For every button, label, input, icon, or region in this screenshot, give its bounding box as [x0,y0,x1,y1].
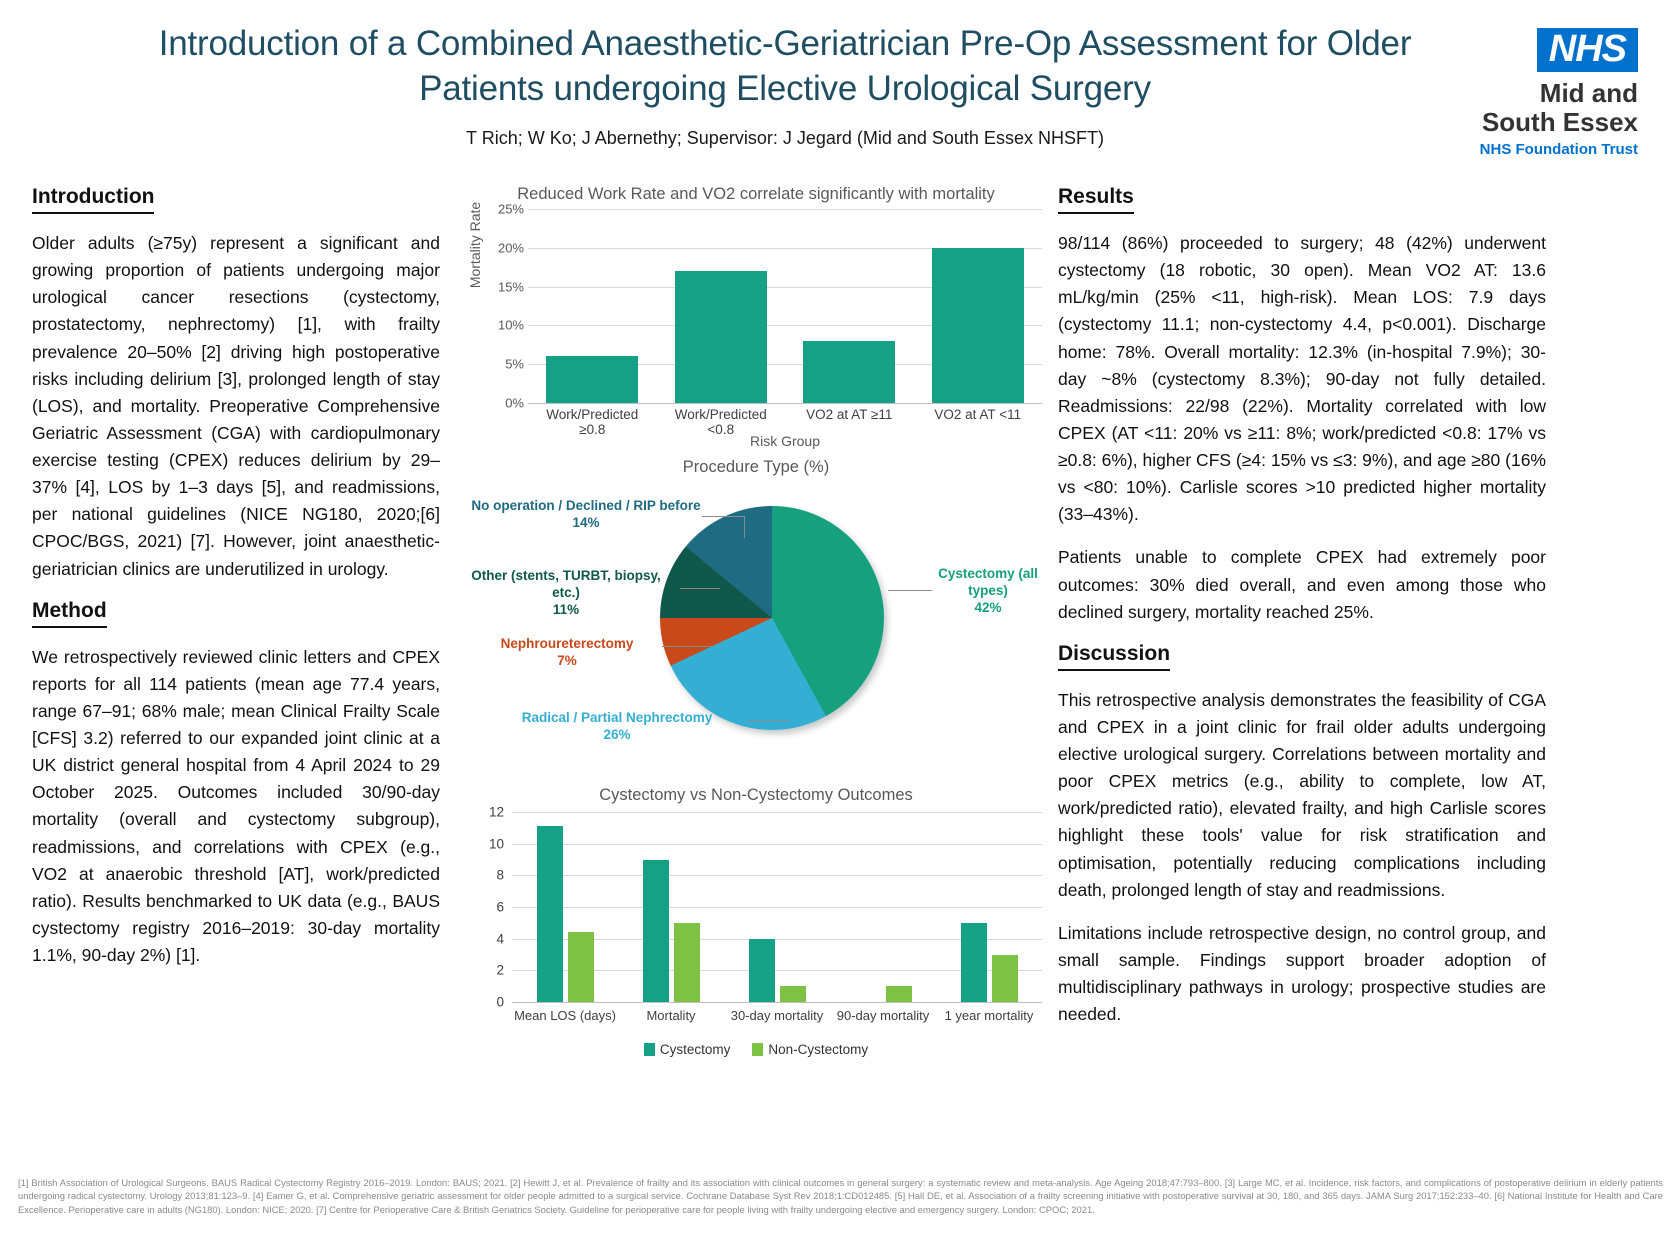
left-column [32,185,440,985]
chart3-groups [512,812,1042,1002]
chart3-xtick: 1 year mortality [944,1008,1034,1023]
references: [1] British Association of Urological Surgeons. BAUS Radical Cystectomy Registry 2016–2019. London: BAUS; 2021. [2] Hewitt J, et al. Prevalence of frailty and its association with clinical outcomes in general surgery: a systematic review and meta-analysis. Age Ageing 2018;47:793–800. [3] Large MC, et al. Incidence, risk factors, and complications of postoperative delirium in elderly patients undergoing radical cystectomy. Urology 2013;81:123–9. [4] Eamer G, et al. Comprehensive geriatric assessment for older people admitted to a surgical service. Cochrane Database Syst Rev 2018;1:CD012485. [5] Hall DE, et al. Association of a frailty screening initiative with postoperative survival at 30, 180, and 365 days. JAMA Surg 2017;152:233–40. [6] National Institute for Health and Care Excellence. Perioperative care in adults (NG180). London: NICE; 2020. [7] Centre for Perioperative Care & British Geriatrics Society. Guideline for perioperative care for people living with frailty undergoing elective and emergency surgery. London: CPOC; 2021. [18,1177,1663,1215]
method-section [32,599,440,970]
chart3-bar-non-cystectomy [780,986,806,1002]
chart2-title: Procedure Type (%) [682,458,830,476]
nhs-trust-line1: Mid and [1539,78,1638,108]
nhs-mark: NHS [1537,28,1638,72]
chart3-bar-cystectomy [961,923,987,1002]
nhs-trust-line3: NHS Foundation Trust [1479,141,1638,159]
chart3-bar-non-cystectomy [886,986,912,1002]
chart2-label-text: Cystectomy (all types) [938,566,1038,598]
method-body: We retrospectively reviewed clinic letters and CPEX reports for all 114 patients (mean age 77.4 years, range 67–91; 68% male; mean Clinical Frailty Scale [CFS] 3.2) referred to our expanded joint clinic at a UK district general hospital from 4 April 2024 to 29 October 2025. Outcomes included 30/90-day mortality (overall and cystectomy subgroup), readmissions, and correlations with CPEX (e.g., VO2 at anaerobic threshold [AT], work/predicted ratio). Results benchmarked to UK data (e.g., BAUS cystectomy registry 2016–2019: 30-day mortality 1.1%, 90-day 2%) [1]. [32,646,440,965]
chart1-ytick: 15% [497,279,524,295]
chart2-label-text: Nephroureterectomy [500,636,634,651]
chart3-bar-cystectomy [749,939,775,1002]
introduction-heading: Introduction [32,185,154,214]
poster-header [0,0,1677,170]
chart2-label-nephrectomy [486,710,748,744]
results-body-1: 98/114 (86%) proceeded to surgery; 48 (42%) underwent cystectomy (18 robotic, 30 open). Mean VO2 AT: 13.6 mL/kg/min (25% <11, high-risk). Mean LOS: 7.9 days (cystectomy 11.1; non-cystectomy 4.4, p<0.001). Discharge home: 78%. Overall mortality: 12.3% (in-hospital 7.9%); 30-day ~8% (cystectomy 8.3%); 90-day not fully detailed. Readmissions: 22/98 (22%). Mortality correlated with low CPEX (AT <11: 20% vs ≥11: 8%; work/predicted <0.8: 17% vs ≥0.8: 6%), higher CFS (≥4: 15% vs ≤3: 9%), and age ≥80 (16% vs <80: 10%). Carlisle scores >10 predicted higher mortality (33–43%). [1058,233,1546,525]
chart3-ytick: 6 [496,899,504,915]
introduction-section [32,185,440,583]
results-section [1058,185,1546,626]
chart2-label-value: 11% [552,601,580,617]
chart1-y-ticks [486,201,524,411]
chart2-label-value: 26% [603,726,631,742]
legend-swatch-icon [644,1043,655,1056]
chart3-xtick: 30-day mortality [730,1008,824,1023]
chart1-ytick: 25% [497,201,524,217]
chart2-label-other [466,568,666,619]
chart2-pie-wrap [660,506,884,730]
chart3-group [643,860,700,1003]
chart3-y-ticks [472,804,504,1010]
chart3-bar-cystectomy [537,826,563,1002]
chart3-ytick: 12 [488,804,504,820]
chart3-x-labels [512,1008,1042,1023]
chart3-xtick: Mean LOS (days) [514,1008,616,1023]
chart3-ytick: 4 [496,931,504,947]
chart1-y-axis-label: Mortality Rate [467,201,484,289]
chart1-title: Reduced Work Rate and VO2 correlate significantly with mortality [517,185,995,203]
chart1-plot [528,209,1042,403]
legend-swatch-icon [752,1043,763,1056]
chart2-label-cystectomy [932,566,1044,617]
chart1-xtick: Work/Predicted ≥0.8 [546,407,639,437]
author-line: T Rich; W Ko; J Abernethy; Supervisor: J Jegard (Mid and South Essex NHSFT) [466,128,1104,148]
chart3-group [749,939,806,1002]
chart3-bar-non-cystectomy [992,955,1018,1003]
chart2-label-nephroureterectomy [474,636,660,670]
page-title: Introduction of a Combined Anaesthetic-Geriatrician Pre-Op Assessment for Older Patients undergoing Elective Urological Surgery [158,24,1412,108]
chart3-ytick: 2 [496,962,504,978]
chart3-ytick: 8 [496,867,504,883]
chart3-ytick: 0 [496,994,504,1010]
chart1-xtick: Work/Predicted <0.8 [674,407,767,437]
chart1-x-axis-label: Risk Group [749,433,821,449]
introduction-body: Older adults (≥75y) represent a significant and growing proportion of patients undergoing major urological cancer resections (cystectomy, prostatectomy, nephrectomy) [1], with frailty prevalence 20–50% [2] driving high postoperative risks including delirium [3], prolonged length of stay (LOS), and mortality. Preoperative Comprehensive Geriatric Assessment (CGA) with cardiopulmonary exercise testing (CPEX) reduces delirium by 29–37% [4], LOS by 1–3 days [5], and readmissions, per national guidelines (NICE NG180, 2020;[6] CPOC/BGS, 2021) [7]. However, joint anaesthetic-geriatrician clinics are underutilized in urology. [32,233,440,579]
chart1-bar [932,248,1024,403]
chart3-legend-label: Non-Cystectomy [768,1042,869,1057]
chart3-title: Cystectomy vs Non-Cystectomy Outcomes [599,786,913,804]
chart3-bar-non-cystectomy [568,932,594,1002]
discussion-heading: Discussion [1058,642,1170,671]
chart2-label-value: 7% [557,652,577,668]
chart3-legend-item-cystectomy [644,1042,731,1057]
chart3-legend-item-non-cystectomy [752,1042,868,1057]
chart2-label-text: Other (stents, TURBT, biopsy, etc.) [471,568,661,600]
chart1-xtick: VO2 at AT <11 [934,407,1022,422]
method-heading: Method [32,599,107,628]
chart1-ytick: 5% [505,356,524,372]
chart2-label-no-operation [466,498,706,532]
mortality-risk-bar-chart [466,185,1046,450]
chart3-legend-label: Cystectomy [659,1042,731,1057]
middle-column [466,185,1046,1086]
chart3-group [855,986,912,1002]
chart3-xtick: 90-day mortality [836,1008,930,1023]
right-column [1058,185,1546,1044]
chart1-bar [546,356,638,403]
chart1-ytick: 20% [497,240,524,256]
chart3-legend [466,1042,1046,1057]
chart2-label-text: No operation / Declined / RIP before [471,498,701,513]
chart1-bars [528,209,1042,403]
chart3-group [961,923,1018,1002]
chart2-label-value: 42% [974,599,1002,615]
nhs-trust-line2: South Essex [1481,107,1638,138]
discussion-body-2: Limitations include retrospective design, no control group, and small sample. Findings support broader adoption of multidisciplinary pathways in urology; prospective studies are needed. [1058,922,1546,1025]
discussion-section [1058,642,1546,1029]
chart3-group [537,826,594,1002]
chart3-bar-cystectomy [643,860,669,1003]
chart3-plot [512,812,1042,1002]
procedure-type-pie-chart [466,458,1046,776]
chart3-bar-non-cystectomy [674,923,700,1002]
chart1-xtick: VO2 at AT ≥11 [806,407,893,422]
chart2-label-value: 14% [572,514,600,530]
chart2-label-text: Radical / Partial Nephrectomy [521,710,713,725]
chart2-pie [660,506,884,730]
discussion-body-1: This retrospective analysis demonstrates the feasibility of CGA and CPEX in a joint clinic for frail older adults undergoing elective urological surgery. Correlations between mortality and poor CPEX metrics (e.g., ability to complete, low AT, work/predicted ratio), elevated frailty, and high Carlisle scores highlight these tools' value for risk stratification and optimisation, potentially reducing complications including death, prolonged length of stay and readmissions. [1058,689,1546,900]
results-body-2: Patients unable to complete CPEX had extremely poor outcomes: 30% died overall, and even among those who declined surgery, mortality reached 25%. [1058,547,1546,622]
chart1-bar [675,271,767,403]
chart3-ytick: 10 [488,836,504,852]
chart1-bar [803,341,895,403]
chart1-ytick: 0% [505,395,524,411]
chart1-ytick: 10% [497,317,524,333]
results-heading: Results [1058,185,1134,214]
nhs-logo [1438,28,1638,158]
chart3-xtick: Mortality [646,1008,696,1023]
cystectomy-outcomes-bar-chart [466,786,1046,1086]
